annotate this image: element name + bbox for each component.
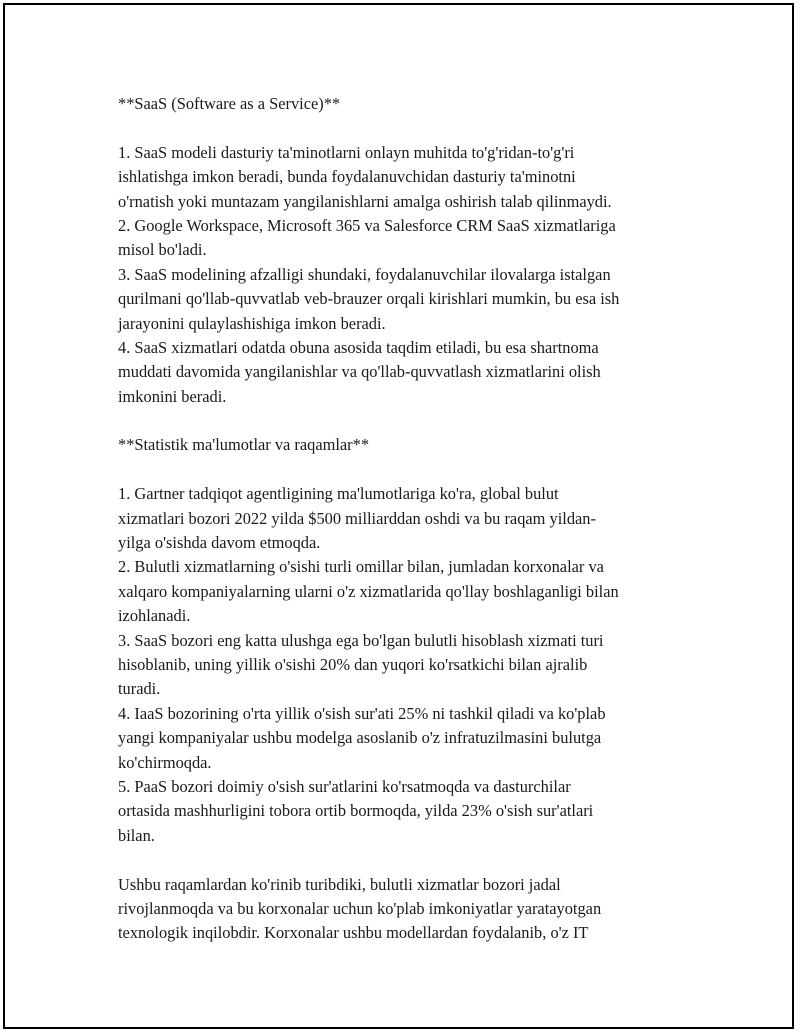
list-item-line: jarayonini qulaylashishiga imkon beradi. [118,313,386,333]
section-heading-saas: **SaaS (Software as a Service)** [118,94,341,113]
section-heading-statistics: **Statistik ma'lumotlar va raqamlar** [118,435,370,455]
list-item-line: 5. PaaS bozori doimiy o'sish sur'atlarini ko'rsatmoqda va dasturchilar [118,776,571,796]
conclusion-paragraph [118,873,698,946]
list-item-line: yilga o'sishda davom etmoqda. [118,533,321,553]
list-item [118,336,698,409]
statistics-list [118,482,698,848]
list-item-line: xalqaro kompaniyalarning ularni o'z xizmatlarida qo'llay boshlaganligi bilan [118,581,619,601]
list-item-line: ortasida mashhurligini tobora ortib bormoqda, yilda 23% o'sish sur'atlari [118,801,594,821]
list-item [118,214,698,263]
paragraph-line: Ushbu raqamlardan ko'rinib turibdiki, bulutli xizmatlar bozori jadal [118,874,561,894]
list-item-line: izohlanadi. [118,606,191,626]
paragraph-line: texnologik inqilobdir. Korxonalar ushbu modellardan foydalanib, o'z IT [118,923,589,943]
list-item-line: 4. IaaS bozorining o'rta yillik o'sish sur'ati 25% ni tashkil qiladi va ko'plab [118,703,606,723]
list-item-line: 3. SaaS modelining afzalligi shundaki, foydalanuvchilar ilovalarga istalgan [118,264,611,284]
paragraph-gap [118,458,698,482]
list-item-line: 1. SaaS modeli dasturiy ta'minotlarni onlayn muhitda to'g'ridan-to'g'ri [118,142,575,162]
list-item-line: bilan. [118,825,155,845]
list-item [118,141,698,214]
paragraph-gap [118,409,698,433]
list-item-line: 2. Google Workspace, Microsoft 365 va Salesforce CRM SaaS xizmatlariga [118,215,616,235]
document-body [118,92,698,946]
list-item-line: yangi kompaniyalar ushbu modelga asoslanib o'z infratuzilmasini bulutga [118,728,602,748]
list-item-line: 4. SaaS xizmatlari odatda obuna asosida taqdim etiladi, bu esa shartnoma [118,337,599,357]
paragraph-line: rivojlanmoqda va bu korxonalar uchun ko'plab imkoniyatlar yaratayotgan [118,898,602,918]
list-item [118,775,698,848]
list-item [118,555,698,628]
list-item-line: imkonini beradi. [118,386,227,406]
list-item-line: misol bo'ladi. [118,240,207,260]
list-item [118,629,698,702]
list-item-line: ishlatishga imkon beradi, bunda foydalanuvchidan dasturiy ta'minotni [118,167,576,187]
paragraph-gap [118,848,698,872]
list-item-line: hisoblanib, uning yillik o'sishi 20% dan yuqori ko'rsatkichi bilan ajralib [118,654,588,674]
list-item-line: 2. Bulutli xizmatlarning o'sishi turli omillar bilan, jumladan korxonalar va [118,557,604,577]
list-item [118,702,698,775]
list-item-line: muddati davomida yangilanishlar va qo'llab-quvvatlash xizmatlarini olish [118,362,601,382]
paragraph-gap [118,116,698,140]
list-item-line: xizmatlari bozori 2022 yilda $500 milliarddan oshdi va bu raqam yildan- [118,508,596,528]
list-item-line: qurilmani qo'llab-quvvatlab veb-brauzer orqali kirishlari mumkin, bu esa ish [118,289,620,309]
list-item-line: 3. SaaS bozori eng katta ulushga ega bo'lgan bulutli hisoblash xizmati turi [118,630,604,650]
list-item-line: 1. Gartner tadqiqot agentligining ma'lumotlariga ko'ra, global bulut [118,484,559,504]
list-item [118,482,698,555]
list-item-line: o'rnatish yoki muntazam yangilanishlarni amalga oshirish talab qilinmaydi. [118,191,612,211]
list-item [118,263,698,336]
saas-list [118,141,698,409]
list-item-line: ko'chirmoqda. [118,752,212,772]
list-item-line: turadi. [118,679,161,699]
